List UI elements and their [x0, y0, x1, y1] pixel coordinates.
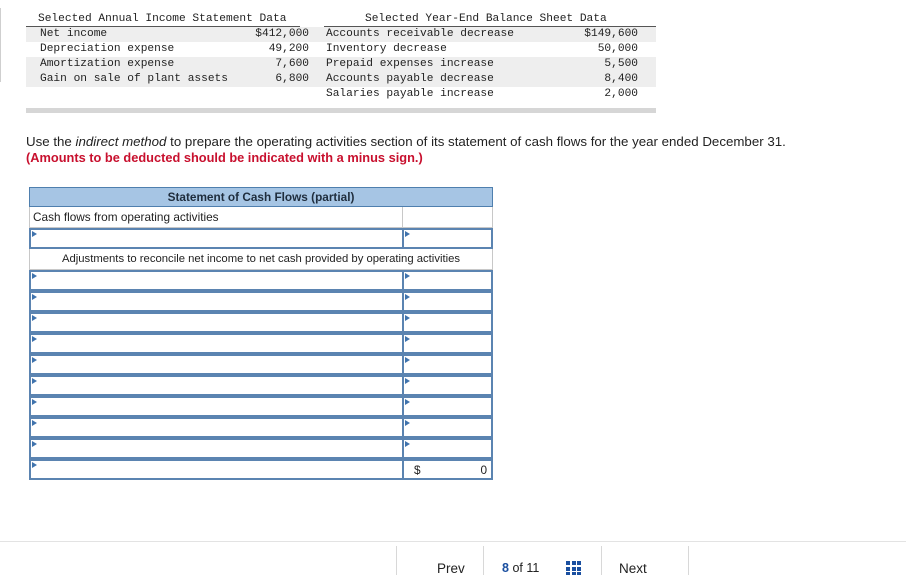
income-row-label: Depreciation expense [40, 43, 175, 55]
amount-input[interactable] [403, 228, 493, 249]
dropdown-marker-icon [32, 399, 37, 405]
instructions-part1: Use the [26, 134, 76, 149]
footer-divider [0, 541, 906, 542]
label-input[interactable] [29, 375, 403, 396]
balance-row-amount: $149,600 [584, 28, 638, 40]
input-row [29, 375, 493, 396]
amount-input[interactable] [403, 333, 493, 354]
dropdown-marker-icon [32, 273, 37, 279]
balance-sheet-header: Selected Year-End Balance Sheet Data [365, 13, 607, 25]
label-input[interactable] [29, 438, 403, 459]
balance-row-label: Salaries payable increase [326, 88, 494, 100]
input-row [29, 396, 493, 417]
dropdown-marker-icon [32, 357, 37, 363]
amount-input[interactable] [403, 270, 493, 291]
dropdown-marker-icon [32, 378, 37, 384]
adjustments-header: Adjustments to reconcile net income to net cash provided by operating activities [29, 249, 493, 270]
dropdown-marker-icon [32, 441, 37, 447]
left-edge-marker [0, 8, 1, 82]
input-row [29, 228, 493, 249]
minus-sign-note: (Amounts to be deducted should be indicated with a minus sign.) [26, 150, 423, 165]
next-label: Next [619, 561, 647, 575]
nav-divider [688, 546, 689, 575]
balance-row-label: Accounts receivable decrease [326, 28, 514, 40]
income-row-label: Amortization expense [40, 58, 175, 70]
balance-row-amount: 2,000 [604, 88, 638, 100]
income-row-amount: 49,200 [268, 43, 309, 55]
dropdown-marker-icon [405, 441, 410, 447]
dropdown-marker-icon [32, 462, 37, 468]
dropdown-marker-icon [405, 315, 410, 321]
label-input[interactable] [29, 396, 403, 417]
total-amount-cell [403, 459, 493, 480]
instructions-part2: to prepare the operating activities section of its statement of cash flows for the year ended December 31. [166, 134, 786, 149]
label-input[interactable] [29, 354, 403, 375]
balance-row-amount: 50,000 [597, 43, 638, 55]
section-label: Cash flows from operating activities [29, 207, 403, 228]
label-input[interactable] [29, 228, 403, 249]
dropdown-marker-icon [32, 294, 37, 300]
dropdown-marker-icon [32, 231, 37, 237]
amount-input[interactable] [403, 312, 493, 333]
grid-menu-icon[interactable] [566, 561, 581, 575]
nav-divider [601, 546, 602, 575]
dropdown-marker-icon [405, 420, 410, 426]
cash-flow-statement [29, 187, 493, 480]
instructions-text [26, 134, 886, 150]
dropdown-marker-icon [32, 315, 37, 321]
dropdown-marker-icon [405, 294, 410, 300]
income-row-label: Gain on sale of plant assets [40, 73, 228, 85]
balance-row-label: Inventory decrease [326, 43, 447, 55]
page-of: of [512, 561, 523, 575]
label-input[interactable] [29, 333, 403, 354]
statement-title: Statement of Cash Flows (partial) [29, 187, 493, 207]
amount-input[interactable] [403, 291, 493, 312]
income-row-amount: 7,600 [275, 58, 309, 70]
income-row-amount: 6,800 [275, 73, 309, 85]
total-currency: $ [414, 463, 421, 477]
balance-row-label: Prepaid expenses increase [326, 58, 494, 70]
amount-input[interactable] [403, 354, 493, 375]
income-row-label: Net income [40, 28, 108, 40]
total-label-input[interactable] [29, 459, 403, 480]
label-input[interactable] [29, 270, 403, 291]
input-row [29, 270, 493, 291]
dropdown-marker-icon [405, 399, 410, 405]
page-indicator [502, 561, 539, 575]
instructions-method: indirect method [75, 134, 167, 149]
given-data-panel [26, 8, 656, 113]
current-page: 8 [502, 561, 509, 575]
dropdown-marker-icon [405, 378, 410, 384]
amount-input[interactable] [403, 417, 493, 438]
income-row-amount: $412,000 [255, 28, 309, 40]
dropdown-marker-icon [32, 336, 37, 342]
input-row [29, 354, 493, 375]
section-header-row [29, 207, 493, 228]
amount-input[interactable] [403, 438, 493, 459]
total-row [29, 459, 493, 480]
total-value: 0 [480, 463, 487, 477]
amount-input[interactable] [403, 375, 493, 396]
label-input[interactable] [29, 417, 403, 438]
label-input[interactable] [29, 291, 403, 312]
nav-divider [483, 546, 484, 575]
balance-row-amount: 8,400 [604, 73, 638, 85]
next-button[interactable] [605, 548, 685, 575]
prev-button[interactable] [400, 548, 480, 575]
section-empty-cell [403, 207, 493, 228]
income-statement-header: Selected Annual Income Statement Data [38, 13, 287, 25]
dropdown-marker-icon [32, 420, 37, 426]
amount-input[interactable] [403, 396, 493, 417]
dropdown-marker-icon [405, 336, 410, 342]
input-row [29, 438, 493, 459]
dropdown-marker-icon [405, 231, 410, 237]
balance-row-label: Accounts payable decrease [326, 73, 494, 85]
prev-label: Prev [437, 561, 465, 575]
dropdown-marker-icon [405, 357, 410, 363]
input-row [29, 417, 493, 438]
panel-bottom-bar [26, 108, 656, 113]
label-input[interactable] [29, 312, 403, 333]
dropdown-marker-icon [405, 273, 410, 279]
input-row [29, 312, 493, 333]
balance-row-amount: 5,500 [604, 58, 638, 70]
input-row [29, 291, 493, 312]
total-pages: 11 [526, 561, 540, 575]
input-row [29, 333, 493, 354]
nav-divider [396, 546, 397, 575]
